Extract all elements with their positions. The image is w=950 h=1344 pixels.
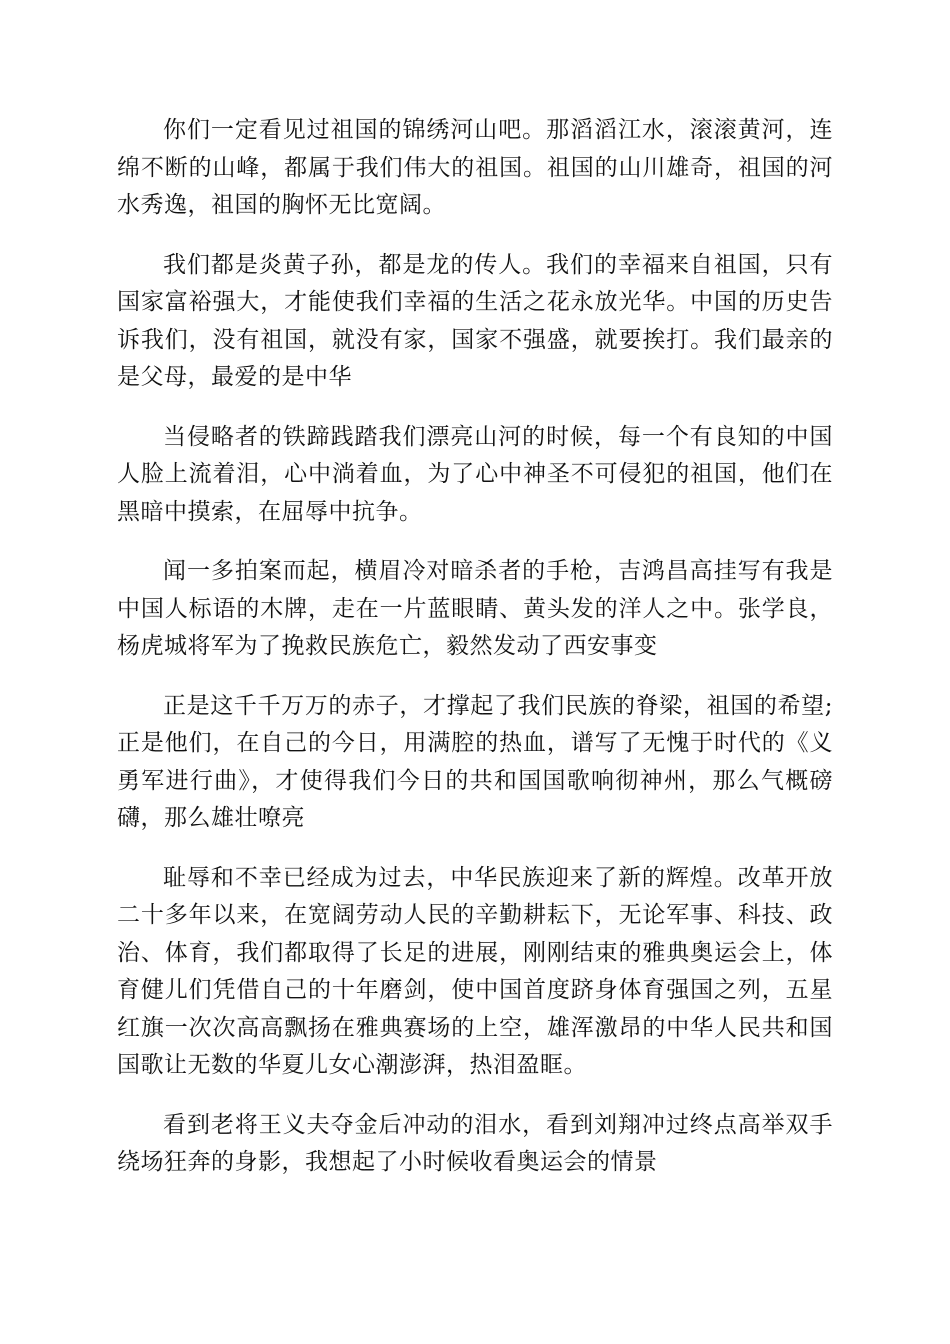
paragraph-5: 正是这千千万万的赤子，才撑起了我们民族的脊梁，祖国的希望;正是他们，在自己的今日，用满腔的热血，谱写了无愧于时代的《义勇军进行曲》，才使得我们今日的共和国国歌响彻神州，那么气概磅礴，那么雄壮嘹亮	[117, 692, 833, 831]
document-body	[117, 112, 833, 1204]
paragraph-6: 耻辱和不幸已经成为过去，中华民族迎来了新的辉煌。改革开放二十多年以来，在宽阔劳动人民的辛勤耕耘下，无论军事、科技、政治、体育，我们都取得了长足的进展，刚刚结束的雅典奥运会上，体育健儿们凭借自己的十年磨剑，使中国首度跻身体育强国之列，五星红旗一次次高高飘扬在雅典赛场的上空，雄浑激昂的中华人民共和国国歌让无数的华夏儿女心潮澎湃，热泪盈眶。	[117, 864, 833, 1078]
paragraph-4: 闻一多拍案而起，横眉冷对暗杀者的手枪，吉鸿昌高挂写有我是中国人标语的木牌，走在一片蓝眼睛、黄头发的洋人之中。张学良，杨虎城将军为了挽救民族危亡，毅然发动了西安事变	[117, 558, 833, 659]
paragraph-1: 你们一定看见过祖国的锦绣河山吧。那滔滔江水，滚滚黄河，连绵不断的山峰，都属于我们伟大的祖国。祖国的山川雄奇，祖国的河水秀逸，祖国的胸怀无比宽阔。	[117, 117, 833, 218]
paragraph-7: 看到老将王义夫夺金后冲动的泪水，看到刘翔冲过终点高举双手绕场狂奔的身影，我想起了小时候收看奥运会的情景	[117, 1111, 833, 1175]
paragraph-2: 我们都是炎黄子孙，都是龙的传人。我们的幸福来自祖国，只有国家富裕强大，才能使我们幸福的生活之花永放光华。中国的历史告诉我们，没有祖国，就没有家，国家不强盛，就要挨打。我们最亲的是父母，最爱的是中华	[117, 251, 833, 390]
paragraph-3: 当侵略者的铁蹄践踏我们漂亮山河的时候，每一个有良知的中国人脸上流着泪，心中淌着血，为了心中神圣不可侵犯的祖国，他们在黑暗中摸索，在屈辱中抗争。	[117, 423, 833, 525]
